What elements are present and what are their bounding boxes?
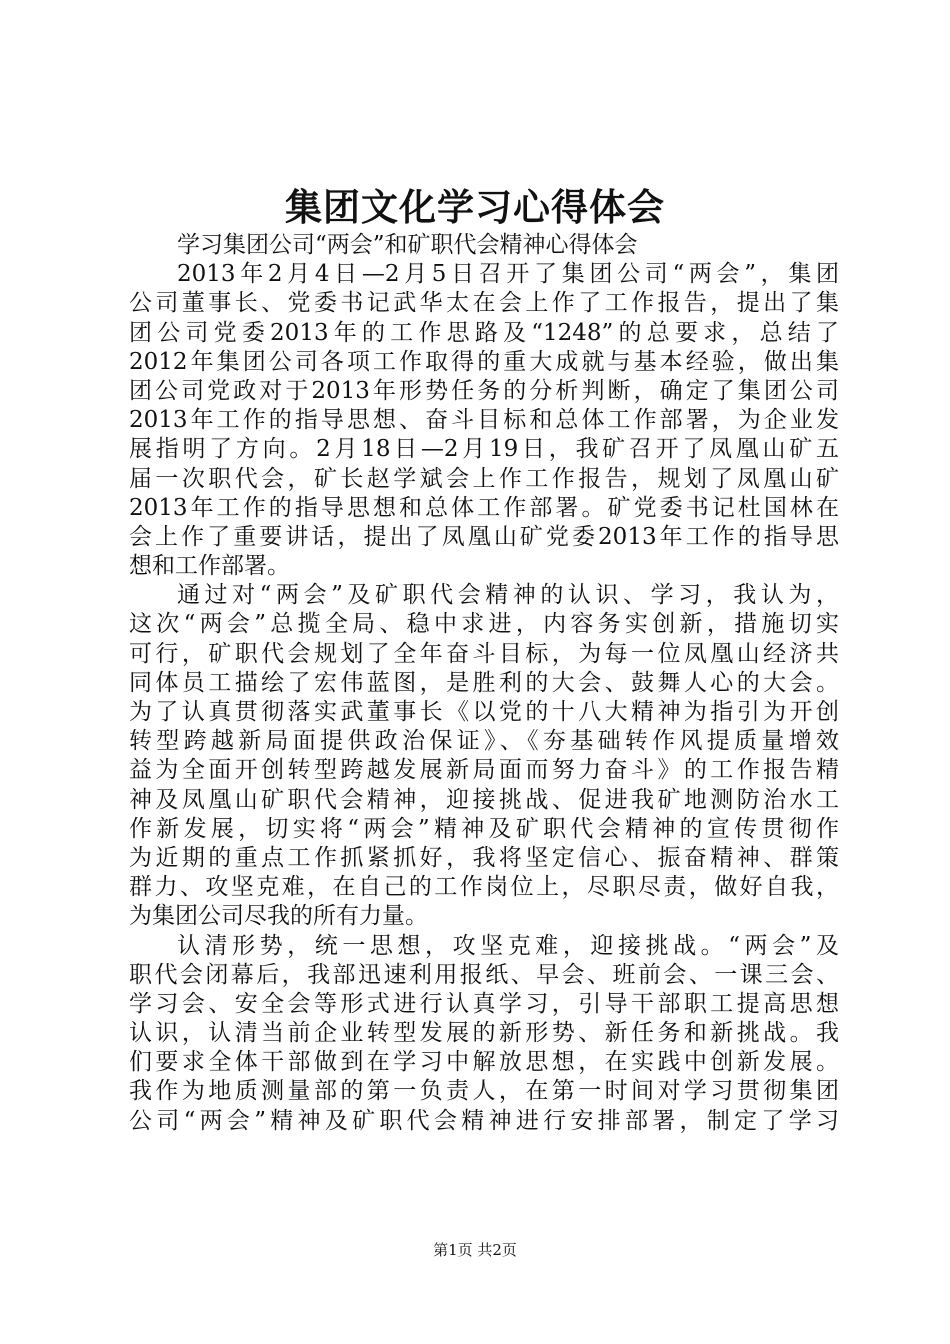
paragraph-line: 2013年2月4日—2月5日召开了集团公司“两会”，集团 (177, 261, 839, 288)
page-number: 第1页 共2页 (433, 1241, 517, 1259)
paragraph-line: 转型跨越新局面提供政治保证》、《夯基础转作风提质量增效 (129, 728, 839, 755)
paragraph-line: 这次“两会”总揽全局、稳中求进，内容务实创新，措施切实 (129, 611, 839, 638)
paragraph-line: 为集团公司尽我的所有力量。 (129, 903, 428, 930)
paragraph-line: 2013年工作的指导思想、奋斗目标和总体工作部署，为企业发 (129, 407, 839, 434)
paragraph-line: 认清形势，统一思想，攻坚克难，迎接挑战。“两会”及 (177, 932, 839, 959)
paragraph-line: 想和工作部署。 (129, 553, 290, 580)
paragraph-line: 作新发展，切实将“两会”精神及矿职代会精神的宣传贯彻作 (129, 815, 839, 842)
paragraph-line: 届一次职代会，矿长赵学斌会上作工作报告，规划了凤凰山矿 (129, 465, 839, 492)
paragraph-line: 团公司党政对于2013年形势任务的分析判断，确定了集团公司 (129, 377, 839, 404)
paragraph-line: 神及凤凰山矿职代会精神，迎接挑战、促进我矿地测防治水工 (129, 786, 839, 813)
paragraph-line: 为近期的重点工作抓紧抓好，我将坚定信心、振奋精神、群策 (129, 844, 839, 871)
paragraph-line: 益为全面开创转型跨越发展新局面而努力奋斗》的工作报告精 (129, 757, 839, 784)
document-body (129, 231, 839, 1136)
paragraph-line: 团公司党委2013年的工作思路及“1248”的总要求，总结了 (129, 319, 839, 346)
paragraph-line: 展指明了方向。2月18日—2月19日，我矿召开了凤凰山矿五 (129, 436, 839, 463)
paragraph-line: 公司董事长、党委书记武华太在会上作了工作报告，提出了集 (129, 290, 839, 317)
paragraph-line: 可行，矿职代会规划了全年奋斗目标，为每一位凤凰山经济共 (129, 640, 839, 667)
paragraph-line: 学习会、安全会等形式进行认真学习，引导干部职工提高思想 (129, 990, 839, 1017)
paragraph-line: 通过对“两会”及矿职代会精神的认识、学习，我认为， (177, 582, 839, 609)
paragraph-line: 公司“两会”精神及矿职代会精神进行安排部署，制定了学习 (129, 1107, 839, 1134)
paragraph-line: 为了认真贯彻落实武董事长《以党的十八大精神为指引为开创 (129, 699, 839, 725)
paragraph-line: 2012年集团公司各项工作取得的重大成就与基本经验，做出集 (129, 348, 839, 375)
paragraph-line: 职代会闭幕后，我部迅速利用报纸、早会、班前会、一课三会、 (129, 961, 839, 988)
paragraph-line: 2013年工作的指导思想和总体工作部署。矿党委书记杜国林在 (129, 494, 839, 521)
paragraph-line: 认识，认清当前企业转型发展的新形势、新任务和新挑战。我 (129, 1020, 839, 1047)
paragraph-line: 们要求全体干部做到在学习中解放思想，在实践中创新发展。 (129, 1049, 839, 1076)
paragraph-line: 会上作了重要讲话，提出了凤凰山矿党委2013年工作的指导思 (129, 523, 839, 550)
paragraph-line: 同体员工描绘了宏伟蓝图，是胜利的大会、鼓舞人心的大会。 (129, 669, 839, 696)
paragraph-line: 我作为地质测量部的第一负责人，在第一时间对学习贯彻集团 (129, 1078, 839, 1105)
document-title: 集团文化学习心得体会 (285, 186, 665, 229)
paragraph-line: 群力、攻坚克难，在自己的工作岗位上，尽职尽责，做好自我， (129, 874, 839, 901)
subtitle-line: 学习集团公司“两会”和矿职代会精神心得体会 (177, 232, 638, 258)
